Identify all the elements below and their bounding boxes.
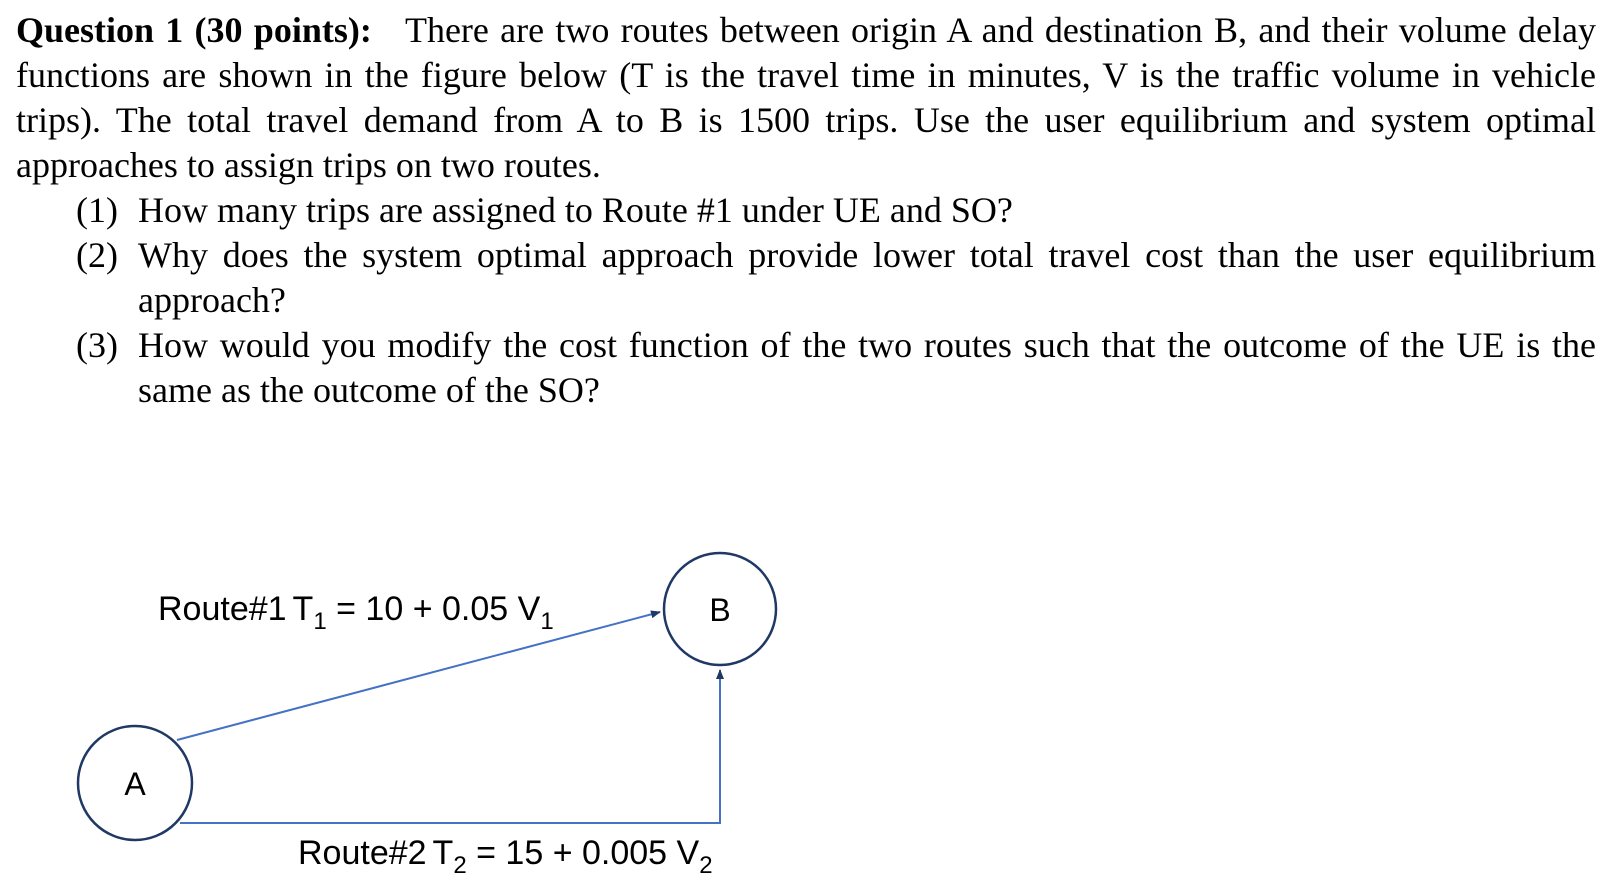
route2-t-sub: 2 [453,852,467,879]
route1-v-sub: 1 [540,608,554,635]
question-text: There are two routes between origin A and destination B, and their volume delay functions are shown in the figure below (T is the travel time in minutes, V is the traffic volume in vehicle trips). The total travel demand from A to B is 1500 trips. Use the user equilibrium and system optimal approaches to assign trips on two routes. [16,10,1596,185]
route2-expr: = 15 + 0.005 V [466,834,700,872]
sub-question-text: How would you modify the cost function of the two routes such that the outcome of the UE is the same as the outcome of the SO? [138,325,1596,410]
node-b-label: B [709,592,731,628]
sub-question-text: Why does the system optimal approach provide lower total travel cost than the user equilibrium approach? [138,235,1596,320]
route2-v-sub: 2 [699,852,713,879]
route2-link [180,670,720,823]
route1-name: Route#1 [158,590,287,628]
route1-t-var: T [292,590,314,628]
route2-t-var: T [432,834,454,872]
node-b [664,553,776,665]
route2-label [298,834,713,879]
node-a-label: A [124,766,146,802]
route1-link [177,612,660,740]
route2-name: Route#2 [298,834,427,872]
sub-question-text: How many trips are assigned to Route #1 under UE and SO? [138,190,1013,230]
route1-expr: = 10 + 0.05 V [326,590,541,628]
route1-t-sub: 1 [313,608,327,635]
question-label: Question 1 (30 points): [16,10,372,50]
node-a [78,726,192,840]
sub-question-number: (1) [76,190,118,230]
sub-question-number: (3) [76,325,118,365]
route1-label [158,590,554,635]
sub-question-number: (2) [76,235,118,275]
